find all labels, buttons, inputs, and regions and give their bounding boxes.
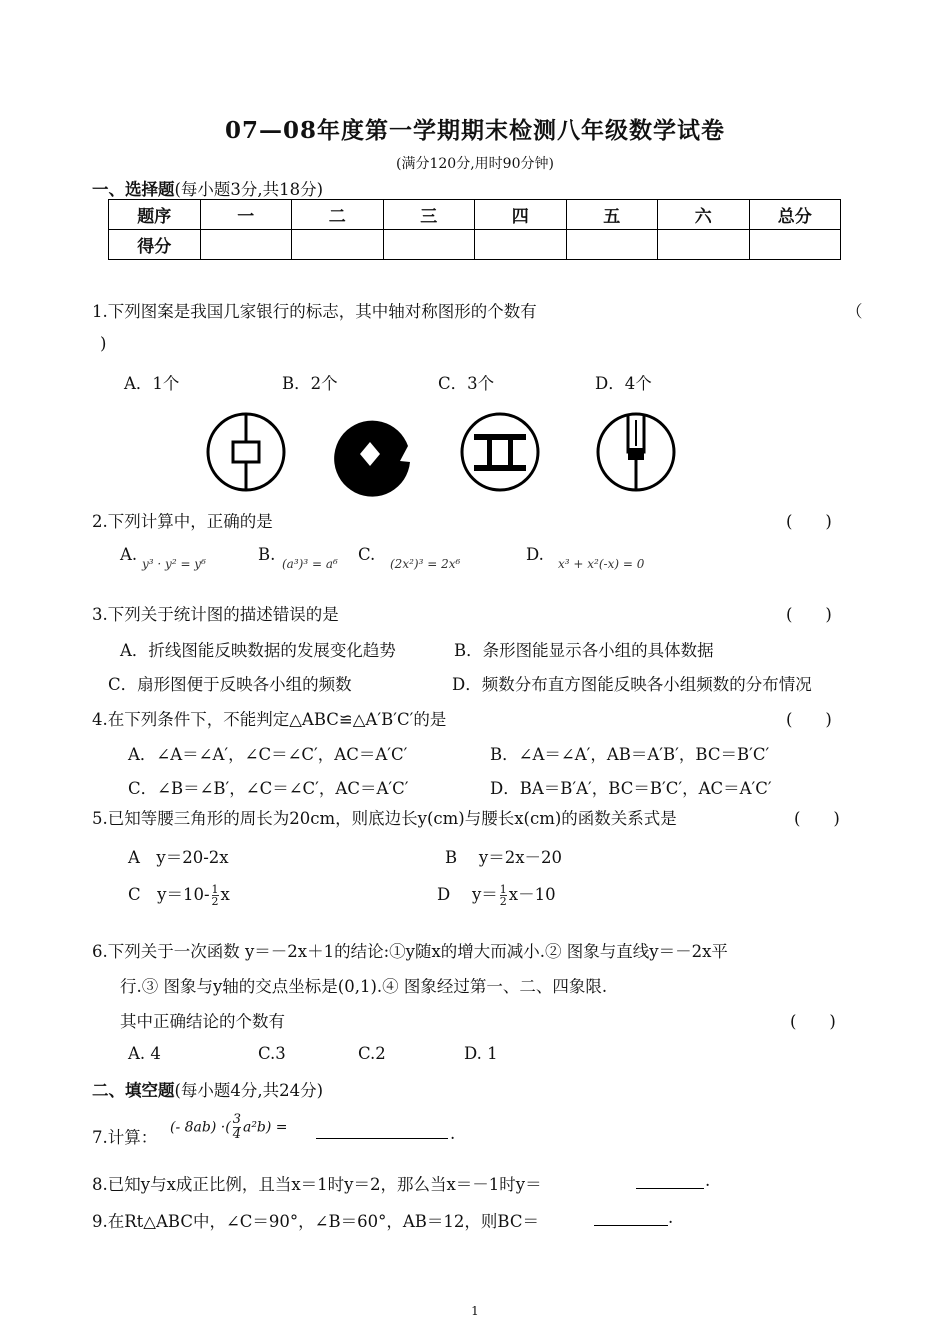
q2-label-b: B. [258,545,276,564]
q4-option-b: B．∠A＝∠A′，AB＝A′B′，BC＝B′C′ [490,745,770,764]
q3-option-b: B．条形图能显示各小组的具体数据 [454,641,714,660]
score-cell [658,230,750,260]
q1-option-c: C．3个 [438,374,495,393]
exam-subtitle: (满分120分,用时90分钟) [396,156,554,172]
q2-expr-c: (2x²)³ = 2x⁶ [390,557,461,571]
q9-answer-blank[interactable] [594,1225,668,1226]
q5-option-d-prefix: D y＝ [437,885,498,904]
q2-label-a: A. [120,545,138,564]
score-header-cell: 四 [475,200,567,230]
q6-line3: 其中正确结论的个数有 [120,1012,285,1031]
q7-answer-blank[interactable] [316,1138,448,1139]
fraction-denominator: 2 [211,895,219,908]
q1-text: 1.下列图案是我国几家银行的标志，其中轴对称图形的个数有 [92,302,537,321]
q1-option-b: B．2个 [282,374,338,393]
q7-expr-left: (- 8ab) ·( [170,1119,231,1136]
q5-option-a: A y＝20-2x [128,848,229,867]
q5-option-d-fraction [500,884,507,907]
score-table-score-row [109,230,841,260]
q4-option-a: A．∠A＝∠A′，∠C＝∠C′，AC＝A′C′ [128,745,408,764]
page-number: 1 [471,1304,479,1318]
section1-header [92,176,323,200]
bank-logos [200,406,690,498]
section2-note: (每小题4分,共24分) [174,1081,324,1100]
score-header-cell: 总分 [749,200,841,230]
score-cell [749,230,841,260]
q5-text: 5.已知等腰三角形的周长为20cm，则底边长y(cm)与腰长x(cm)的函数关系式是 [92,809,677,828]
q9-text: 9.在Rt△ABC中，∠C＝90°，∠B＝60°，AB＝12，则BC＝ [92,1212,539,1231]
score-header-cell: 三 [383,200,475,230]
q3-option-a: A．折线图能反映数据的发展变化趋势 [120,641,396,660]
q6-paren: ( ) [790,1012,836,1031]
q5-option-d [437,881,556,907]
q7-end: . [450,1124,456,1143]
q5-option-c-fraction [212,884,219,907]
q4-option-d: D．BA＝B′A′，BC＝B′C′，AC＝A′C′ [490,779,772,798]
q3-option-c: C．扇形图便于反映各小组的频数 [108,675,352,694]
q8-answer-blank[interactable] [636,1188,704,1189]
q2-expr-a: y³ · y² = y⁶ [142,557,206,571]
q3-text: 3.下列关于统计图的描述错误的是 [92,605,339,624]
q4-option-c: C．∠B＝∠B′，∠C＝∠C′，AC＝A′C′ [128,779,409,798]
score-table [108,199,841,260]
fraction-numerator: 1 [499,883,507,896]
section2-header [92,1077,323,1101]
q5-option-c-suffix: x [220,885,230,904]
q2-expr-d: x³ + x²(-x) = 0 [558,557,645,571]
q1-option-d: D．4个 [595,374,652,393]
q5-option-c [128,881,230,907]
score-table-header-row [109,200,841,230]
q7-expr-right: a²b) = [242,1119,288,1136]
bank-logo-2 [334,421,410,497]
bank-logo-4 [598,414,674,490]
q2-label-d: D. [526,545,544,564]
score-header-cell: 六 [658,200,750,230]
score-cell [200,230,292,260]
score-cell [383,230,475,260]
q1-option-a: A．1个 [124,374,180,393]
q7-fraction [233,1113,241,1142]
fraction-numerator: 3 [232,1112,241,1127]
section1-note: (每小题3分,共18分) [174,180,324,199]
q6-line1: 6.下列关于一次函数 y＝－2x＋1的结论:①y随x的增大而减小.② 图象与直线y＝－2x平 [92,942,728,961]
q2-label-c: C. [358,545,376,564]
q2-text: 2.下列计算中，正确的是 [92,512,273,531]
q4-paren: ( ) [786,710,832,729]
q8-end: . [705,1171,711,1190]
q4-text: 4.在下列条件下，不能判定△ABC≌△A′B′C′的是 [92,710,447,729]
q5-paren: ( ) [794,809,840,828]
q6-line2: 行.③ 图象与y轴的交点坐标是(0,1).④ 图象经过第一、二、四象限. [120,977,608,996]
bank-logo-1 [208,414,284,490]
q6-option-d: D. 1 [464,1044,498,1063]
score-cell [475,230,567,260]
fraction-denominator: 4 [232,1127,241,1142]
q7-expression [170,1113,288,1142]
q3-option-d: D．频数分布直方图能反映各小组频数的分布情况 [452,675,812,694]
q5-option-d-suffix: x－10 [508,885,556,904]
fraction-denominator: 2 [499,895,507,908]
q3-paren: ( ) [786,605,832,624]
section1-heading: 一、选择题 [92,180,175,199]
score-header-cell: 二 [292,200,384,230]
q5-option-c-prefix: C y＝10- [128,885,210,904]
score-header-cell: 一 [200,200,292,230]
score-cell [566,230,658,260]
q9-end: . [668,1208,674,1227]
exam-title: 07—08年度第一学期期末检测八年级数学试卷 [224,117,725,144]
q1-paren-close: ) [100,334,107,353]
score-header-cell: 题序 [109,200,201,230]
q8-text: 8.已知y与x成正比例，且当x＝1时y＝2，那么当x＝－1时y＝ [92,1175,542,1194]
q7-text: 7.计算： [92,1128,158,1147]
q6-option-b: C.3 [258,1044,286,1063]
q5-option-b: B y＝2x－20 [445,848,562,867]
score-header-cell: 五 [566,200,658,230]
fraction-numerator: 1 [211,883,219,896]
q6-option-c: C.2 [358,1044,386,1063]
q2-paren: ( ) [786,512,832,531]
section2-heading: 二、填空题 [92,1081,175,1100]
score-row-label: 得分 [109,230,201,260]
bank-logo-3 [462,414,538,490]
q6-option-a: A. 4 [128,1044,161,1063]
q1-paren-open: （ [846,302,863,321]
score-cell [292,230,384,260]
q2-expr-b: (a³)³ = a⁶ [282,557,338,571]
